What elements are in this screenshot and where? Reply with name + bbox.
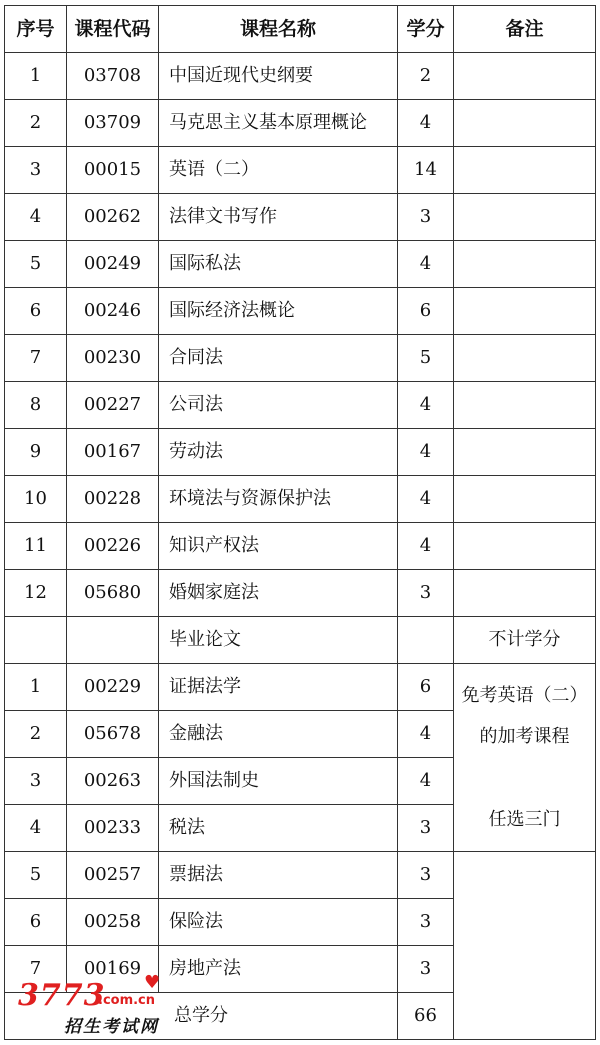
table-row [5, 194, 596, 241]
row-code: 00169 [67, 946, 159, 993]
row-code: 05680 [67, 570, 159, 617]
row-note [454, 570, 596, 617]
row-seq: 6 [5, 899, 67, 946]
row-code: 05678 [67, 711, 159, 758]
table-row [5, 852, 596, 899]
table-row [5, 288, 596, 335]
row-name: 法律文书写作 [159, 194, 398, 241]
row-seq [5, 617, 67, 664]
row-credits: 4 [398, 241, 454, 288]
row-note [454, 382, 596, 429]
row-seq: 10 [5, 476, 67, 523]
row-seq: 8 [5, 382, 67, 429]
row-credits: 4 [398, 523, 454, 570]
row-name: 劳动法 [159, 429, 398, 476]
row-name: 证据法学 [159, 664, 398, 711]
row-code: 00257 [67, 852, 159, 899]
row-name: 国际经济法概论 [159, 288, 398, 335]
row-seq: 3 [5, 758, 67, 805]
row-name: 房地产法 [159, 946, 398, 993]
row-seq: 1 [5, 53, 67, 100]
total-credits: 66 [398, 993, 454, 1040]
row-name: 保险法 [159, 899, 398, 946]
table-row [5, 429, 596, 476]
table-row [5, 523, 596, 570]
row-name: 马克思主义基本原理概论 [159, 100, 398, 147]
row-credits: 3 [398, 194, 454, 241]
row-seq: 12 [5, 570, 67, 617]
row-seq: 7 [5, 335, 67, 382]
row-note [454, 288, 596, 335]
row-note [454, 335, 596, 382]
row-name: 中国近现代史纲要 [159, 53, 398, 100]
course-table [4, 5, 596, 1040]
table-row [5, 382, 596, 429]
elective-note-empty [454, 852, 596, 1040]
row-credits: 6 [398, 664, 454, 711]
header-seq: 序号 [5, 6, 67, 53]
row-note [454, 429, 596, 476]
watermark-number: 3773 [18, 978, 106, 1013]
row-name: 婚姻家庭法 [159, 570, 398, 617]
row-name: 国际私法 [159, 241, 398, 288]
row-name: 合同法 [159, 335, 398, 382]
row-seq: 1 [5, 664, 67, 711]
row-seq: 11 [5, 523, 67, 570]
elective-note-line3: 任选三门 [488, 808, 561, 830]
row-credits: 3 [398, 899, 454, 946]
heart-icon: ♥ [144, 972, 161, 993]
row-note [454, 241, 596, 288]
table-row [5, 335, 596, 382]
row-code: 00227 [67, 382, 159, 429]
row-credits: 4 [398, 758, 454, 805]
table-row [5, 476, 596, 523]
row-credits: 4 [398, 711, 454, 758]
header-row [5, 6, 596, 53]
row-code: 00233 [67, 805, 159, 852]
header-notes: 备注 [454, 6, 596, 53]
row-seq: 4 [5, 194, 67, 241]
row-credits: 14 [398, 147, 454, 194]
row-code: 00262 [67, 194, 159, 241]
row-code: 03708 [67, 53, 159, 100]
row-seq: 5 [5, 852, 67, 899]
row-seq: 4 [5, 805, 67, 852]
total-label: 总学分 [5, 993, 398, 1040]
elective-note-line1: 免考英语（二） [461, 684, 588, 706]
row-note [454, 476, 596, 523]
row-seq: 5 [5, 241, 67, 288]
row-code: 00167 [67, 429, 159, 476]
row-seq: 2 [5, 711, 67, 758]
row-credits [398, 617, 454, 664]
row-name: 环境法与资源保护法 [159, 476, 398, 523]
row-name: 英语（二） [159, 147, 398, 194]
elective-note-line2: 的加考课程 [479, 726, 570, 748]
row-code: 00229 [67, 664, 159, 711]
row-credits: 3 [398, 570, 454, 617]
row-credits: 6 [398, 288, 454, 335]
row-credits: 4 [398, 100, 454, 147]
table-row [5, 241, 596, 288]
row-code: 00228 [67, 476, 159, 523]
row-code: 00226 [67, 523, 159, 570]
row-code: 00263 [67, 758, 159, 805]
row-note [454, 194, 596, 241]
row-note [454, 53, 596, 100]
row-seq: 9 [5, 429, 67, 476]
row-credits: 4 [398, 429, 454, 476]
row-name: 金融法 [159, 711, 398, 758]
row-seq: 6 [5, 288, 67, 335]
table-row [5, 100, 596, 147]
table-row [5, 570, 596, 617]
row-credits: 5 [398, 335, 454, 382]
thesis-name: 毕业论文 [159, 617, 398, 664]
table-row [5, 664, 596, 711]
row-credits: 3 [398, 946, 454, 993]
row-credits: 3 [398, 805, 454, 852]
table-row [5, 147, 596, 194]
header-credits: 学分 [398, 6, 454, 53]
row-code: 00249 [67, 241, 159, 288]
watermark-domain: .com.cn [98, 993, 156, 1008]
row-code: 00015 [67, 147, 159, 194]
table-row [5, 53, 596, 100]
thesis-note: 不计学分 [454, 617, 596, 664]
row-note [454, 147, 596, 194]
row-name: 知识产权法 [159, 523, 398, 570]
row-code [67, 617, 159, 664]
row-name: 税法 [159, 805, 398, 852]
header-name: 课程名称 [159, 6, 398, 53]
row-credits: 4 [398, 476, 454, 523]
row-code: 00230 [67, 335, 159, 382]
row-credits: 4 [398, 382, 454, 429]
row-seq: 3 [5, 147, 67, 194]
row-credits: 2 [398, 53, 454, 100]
row-code: 00258 [67, 899, 159, 946]
thesis-row [5, 617, 596, 664]
row-seq: 7 [5, 946, 67, 993]
row-note [454, 100, 596, 147]
row-credits: 3 [398, 852, 454, 899]
elective-note-spacer [454, 758, 595, 799]
header-code: 课程代码 [67, 6, 159, 53]
row-name: 公司法 [159, 382, 398, 429]
row-code: 03709 [67, 100, 159, 147]
row-seq: 2 [5, 100, 67, 147]
row-name: 外国法制史 [159, 758, 398, 805]
watermark-subtitle: 招生考试网 [64, 1017, 159, 1037]
row-note [454, 523, 596, 570]
row-code: 00246 [67, 288, 159, 335]
row-name: 票据法 [159, 852, 398, 899]
elective-note [454, 664, 596, 852]
